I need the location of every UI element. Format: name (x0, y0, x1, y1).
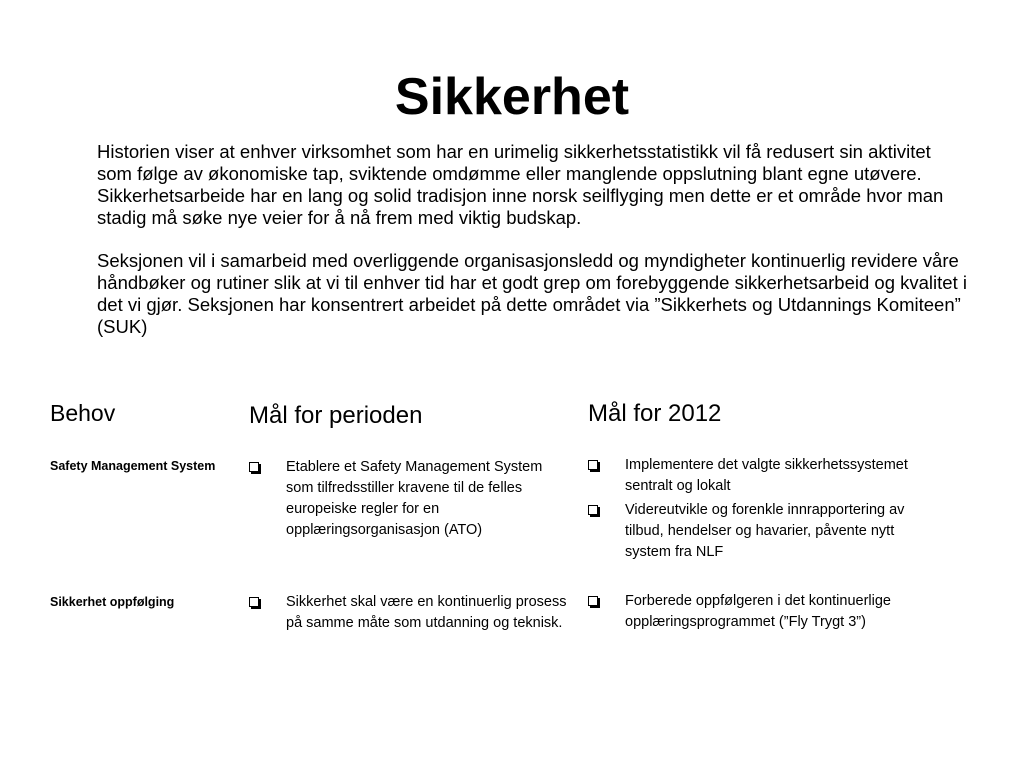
intro-paragraph: Seksjonen vil i samarbeid med overliggende organisasjonsledd og myndigheter kontinuerlig revidere våre håndbøker og rutiner slik at vi til enhver tid har et godt grep om forebyggende sikkerhetsarbeid og kvalitet i det vi gjør. Seksjonen har konsentrert arbeidet på dette området via ”Sikkerhets og Utdannings Komiteen” (SUK) (97, 250, 967, 337)
list-item-text: Implementere det valgte sikkerhetssystemet sentralt og lokalt (625, 457, 908, 494)
list-item-text: Etablere et Safety Management System som tilfredsstiller kravene til de felles europeiske regler for en opplæringsorganisasjon (ATO) (286, 459, 543, 538)
row-label: Sikkerhet oppfølging (50, 595, 175, 609)
list-item (588, 500, 923, 563)
checkbox-bullet-icon (249, 462, 259, 472)
column-header-needs: Behov (50, 400, 116, 426)
list-item (588, 591, 923, 633)
list-item (249, 592, 569, 634)
row-label: Safety Management System (50, 459, 216, 473)
list-item (588, 455, 923, 497)
slide-title: Sikkerhet (394, 68, 630, 126)
checkbox-bullet-icon (588, 596, 598, 606)
period-goals-list (249, 457, 569, 544)
list-item-text: Sikkerhet skal være en kontinuerlig prosess på samme måte som utdanning og teknisk. (286, 594, 567, 631)
column-header-period-goals: Mål for perioden (249, 402, 423, 429)
list-item-text: Videreutvikle og forenkle innrapportering av tilbud, hendelser og havarier, påvente nytt system fra NLF (625, 502, 905, 560)
period-goals-list (249, 592, 569, 637)
year-goals-list (588, 591, 923, 636)
checkbox-bullet-icon (249, 597, 259, 607)
intro-text (97, 141, 967, 359)
checkbox-bullet-icon (588, 505, 598, 515)
intro-paragraph: Historien viser at enhver virksomhet som har en urimelig sikkerhetsstatistikk vil få redusert sin aktivitet som følge av økonomiske tap, sviktende omdømme eller manglende oppslutning blant egne utøvere. Sikkerhetsarbeide har en lang og solid tradisjon inne norsk seilflyging men dette er et område hvor man stadig må søke nye veier for å nå frem med viktig budskap. (97, 141, 944, 228)
list-item (249, 457, 569, 541)
column-header-2012-goals: Mål for 2012 (588, 400, 722, 427)
list-item-text: Forberede oppfølgeren i det kontinuerlige opplæringsprogrammet (”Fly Trygt 3”) (625, 593, 891, 630)
year-goals-list (588, 455, 923, 566)
checkbox-bullet-icon (588, 460, 598, 470)
